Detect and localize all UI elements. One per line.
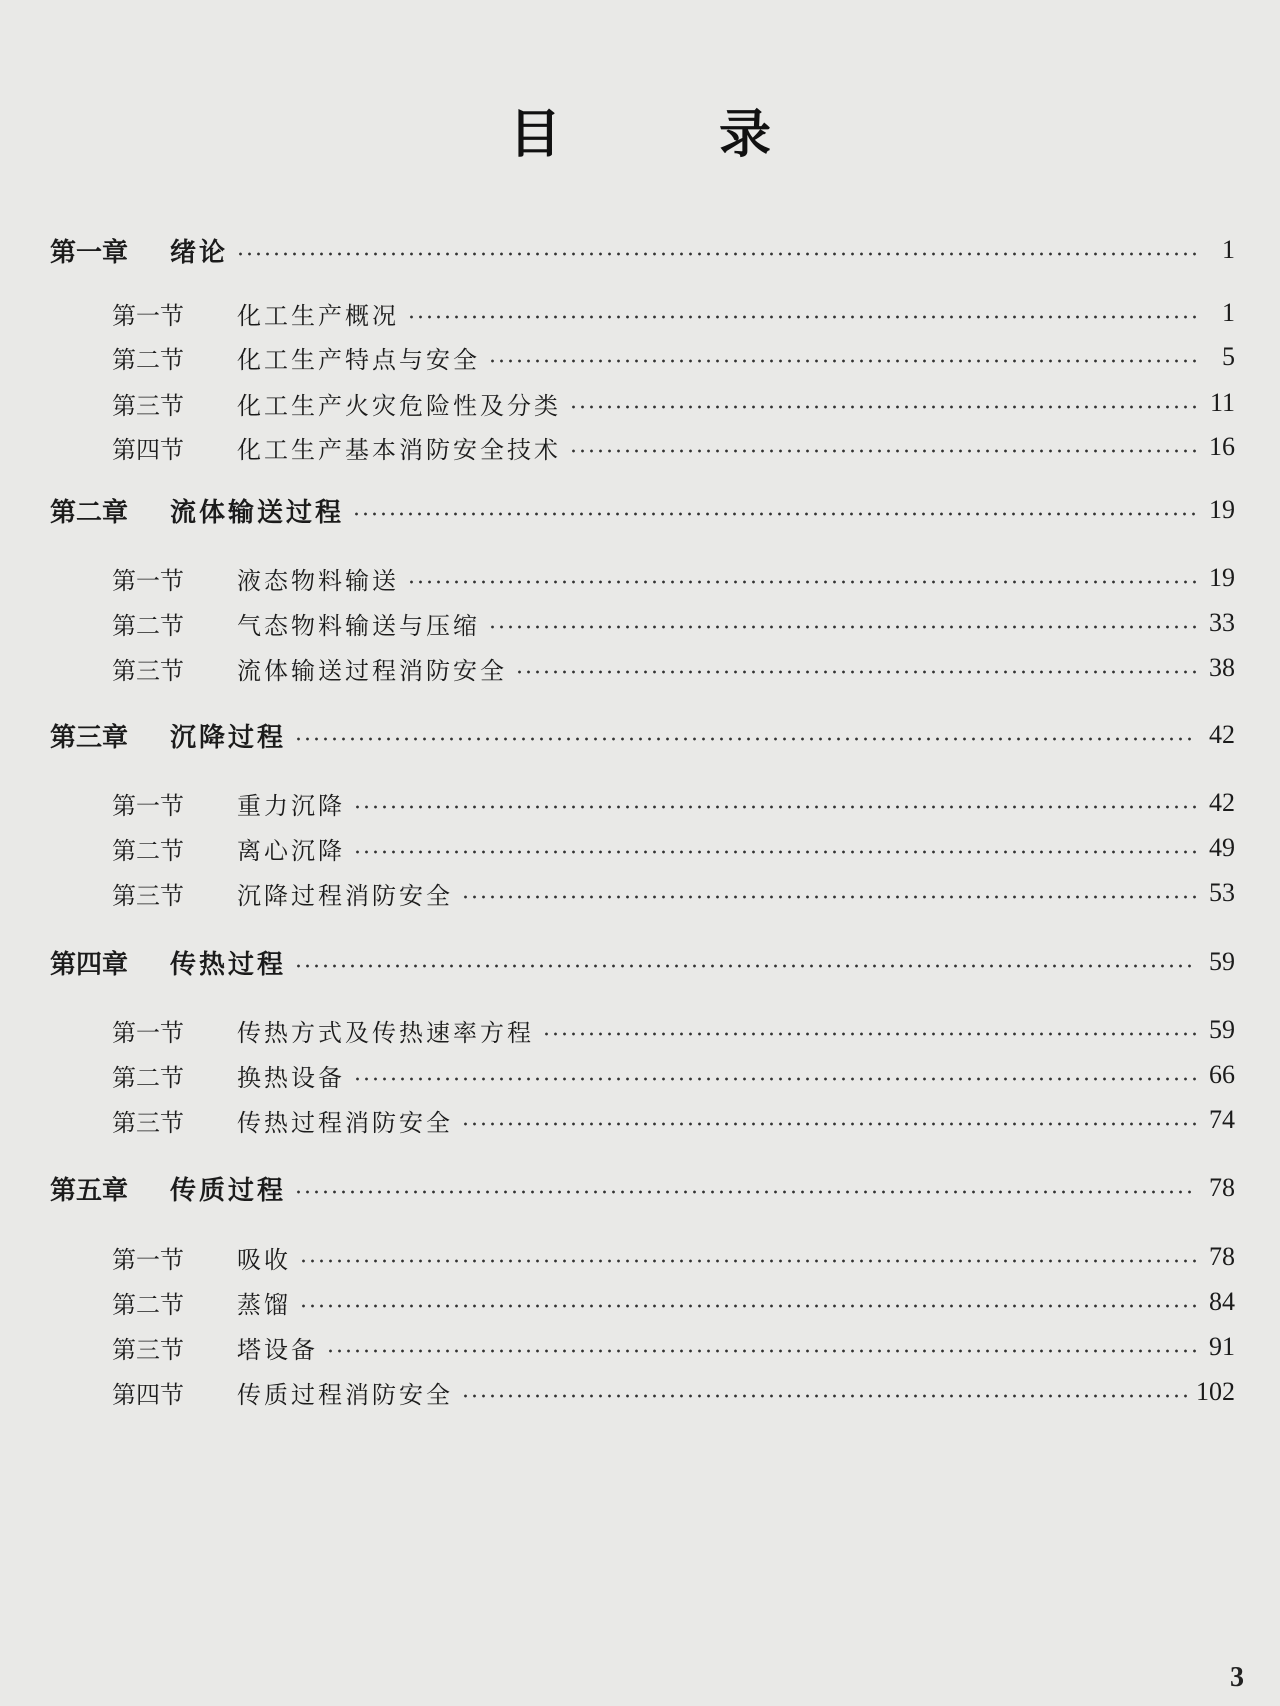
section-title: 换热设备 — [237, 1063, 345, 1092]
chapter-title: 绪论 — [170, 237, 229, 268]
chapter-title: 沉降过程 — [170, 722, 287, 753]
page-ref: 59 — [1209, 947, 1235, 976]
toc-section-row — [112, 1055, 1235, 1095]
section-number: 第二节 — [112, 1290, 184, 1319]
toc-chapter-row — [50, 230, 1235, 270]
toc-section-row — [112, 1372, 1235, 1412]
section-title: 沉降过程消防安全 — [237, 881, 453, 910]
section-number: 第一节 — [112, 566, 184, 595]
section-title: 重力沉降 — [237, 791, 345, 820]
section-title: 气态物料输送与压缩 — [237, 611, 480, 640]
toc-section-row — [112, 828, 1235, 868]
dot-leader — [353, 850, 1197, 854]
section-title: 离心沉降 — [237, 836, 345, 865]
chapter-number: 第三章 — [50, 722, 129, 753]
page-ref: 66 — [1209, 1060, 1235, 1089]
chapter-title: 传质过程 — [170, 1175, 287, 1206]
section-number: 第一节 — [112, 791, 184, 820]
dot-leader — [294, 737, 1197, 741]
section-title: 传热过程消防安全 — [237, 1108, 453, 1137]
chapter-number: 第五章 — [50, 1175, 129, 1206]
toc-chapter-row — [50, 942, 1235, 982]
section-number: 第二节 — [112, 836, 184, 865]
toc-section-row — [112, 558, 1235, 598]
page-ref: 102 — [1196, 1377, 1235, 1406]
section-number: 第四节 — [112, 1380, 184, 1409]
toc-section-row — [112, 783, 1235, 823]
section-number: 第一节 — [112, 1245, 184, 1274]
dot-leader — [299, 1304, 1197, 1308]
page-ref: 78 — [1209, 1173, 1235, 1202]
page-ref: 19 — [1209, 495, 1235, 524]
chapter-number: 第二章 — [50, 497, 129, 528]
page-ref: 49 — [1209, 833, 1235, 862]
page-ref: 19 — [1209, 563, 1235, 592]
section-title: 化工生产火灾危险性及分类 — [237, 391, 561, 420]
dot-leader — [299, 1259, 1197, 1263]
page-ref: 5 — [1222, 342, 1235, 371]
page-ref: 59 — [1209, 1015, 1235, 1044]
section-title: 传质过程消防安全 — [237, 1380, 453, 1409]
section-title: 化工生产特点与安全 — [237, 345, 480, 374]
page-ref: 11 — [1209, 388, 1235, 417]
chapter-title: 流体输送过程 — [170, 497, 345, 528]
chapter-title: 传热过程 — [170, 949, 287, 980]
page-ref: 42 — [1209, 788, 1235, 817]
section-number: 第二节 — [112, 345, 184, 374]
toc-section-row — [112, 873, 1235, 913]
dot-leader — [353, 805, 1197, 809]
toc-section-row — [112, 337, 1235, 377]
page-number: 3 — [1230, 1662, 1244, 1693]
page-ref: 53 — [1209, 878, 1235, 907]
section-number: 第三节 — [112, 391, 184, 420]
toc-section-row — [112, 1282, 1235, 1322]
dot-leader — [294, 964, 1197, 968]
section-number: 第三节 — [112, 656, 184, 685]
section-number: 第二节 — [112, 1063, 184, 1092]
section-title: 化工生产概况 — [237, 301, 399, 330]
section-title: 化工生产基本消防安全技术 — [237, 435, 561, 464]
dot-leader — [488, 359, 1197, 363]
section-number: 第三节 — [112, 1335, 184, 1364]
toc-section-row — [112, 1327, 1235, 1367]
page-ref: 91 — [1209, 1332, 1235, 1361]
dot-leader — [352, 512, 1197, 516]
dot-leader — [461, 1394, 1188, 1398]
toc-section-row — [112, 293, 1235, 333]
dot-leader — [515, 670, 1197, 674]
section-number: 第四节 — [112, 435, 184, 464]
dot-leader — [569, 405, 1197, 409]
dot-leader — [407, 315, 1197, 319]
dot-leader — [407, 580, 1197, 584]
section-title: 液态物料输送 — [237, 566, 399, 595]
section-number: 第三节 — [112, 1108, 184, 1137]
dot-leader — [326, 1349, 1197, 1353]
toc-section-row — [112, 427, 1235, 467]
section-title: 吸收 — [237, 1245, 291, 1274]
toc-section-row — [112, 603, 1235, 643]
page-ref: 38 — [1209, 653, 1235, 682]
dot-leader — [542, 1032, 1197, 1036]
toc-chapter-row — [50, 490, 1235, 530]
section-number: 第一节 — [112, 301, 184, 330]
toc-section-row — [112, 1237, 1235, 1277]
dot-leader — [294, 1190, 1197, 1194]
dot-leader — [461, 1122, 1197, 1126]
section-number: 第三节 — [112, 881, 184, 910]
section-number: 第二节 — [112, 611, 184, 640]
section-title: 塔设备 — [237, 1335, 318, 1364]
section-title: 传热方式及传热速率方程 — [237, 1018, 534, 1047]
page-ref: 33 — [1209, 608, 1235, 637]
dot-leader — [461, 895, 1197, 899]
section-number: 第一节 — [112, 1018, 184, 1047]
section-title: 流体输送过程消防安全 — [237, 656, 507, 685]
dot-leader — [353, 1077, 1197, 1081]
page-ref: 1 — [1222, 298, 1235, 327]
toc-chapter-row — [50, 715, 1235, 755]
page-ref: 16 — [1209, 432, 1235, 461]
toc-section-row — [112, 1100, 1235, 1140]
toc-section-row — [112, 1010, 1235, 1050]
page-ref: 1 — [1222, 235, 1235, 264]
section-title: 蒸馏 — [237, 1290, 291, 1319]
page-title: 目 录 — [508, 105, 842, 165]
toc-section-row — [112, 383, 1235, 423]
dot-leader — [236, 252, 1197, 256]
dot-leader — [569, 449, 1197, 453]
page-ref: 74 — [1209, 1105, 1235, 1134]
chapter-number: 第一章 — [50, 237, 129, 268]
chapter-number: 第四章 — [50, 949, 129, 980]
toc-chapter-row — [50, 1168, 1235, 1208]
page-ref: 42 — [1209, 720, 1235, 749]
dot-leader — [488, 625, 1197, 629]
toc-section-row — [112, 648, 1235, 688]
page-ref: 84 — [1209, 1287, 1235, 1316]
page-ref: 78 — [1209, 1242, 1235, 1271]
